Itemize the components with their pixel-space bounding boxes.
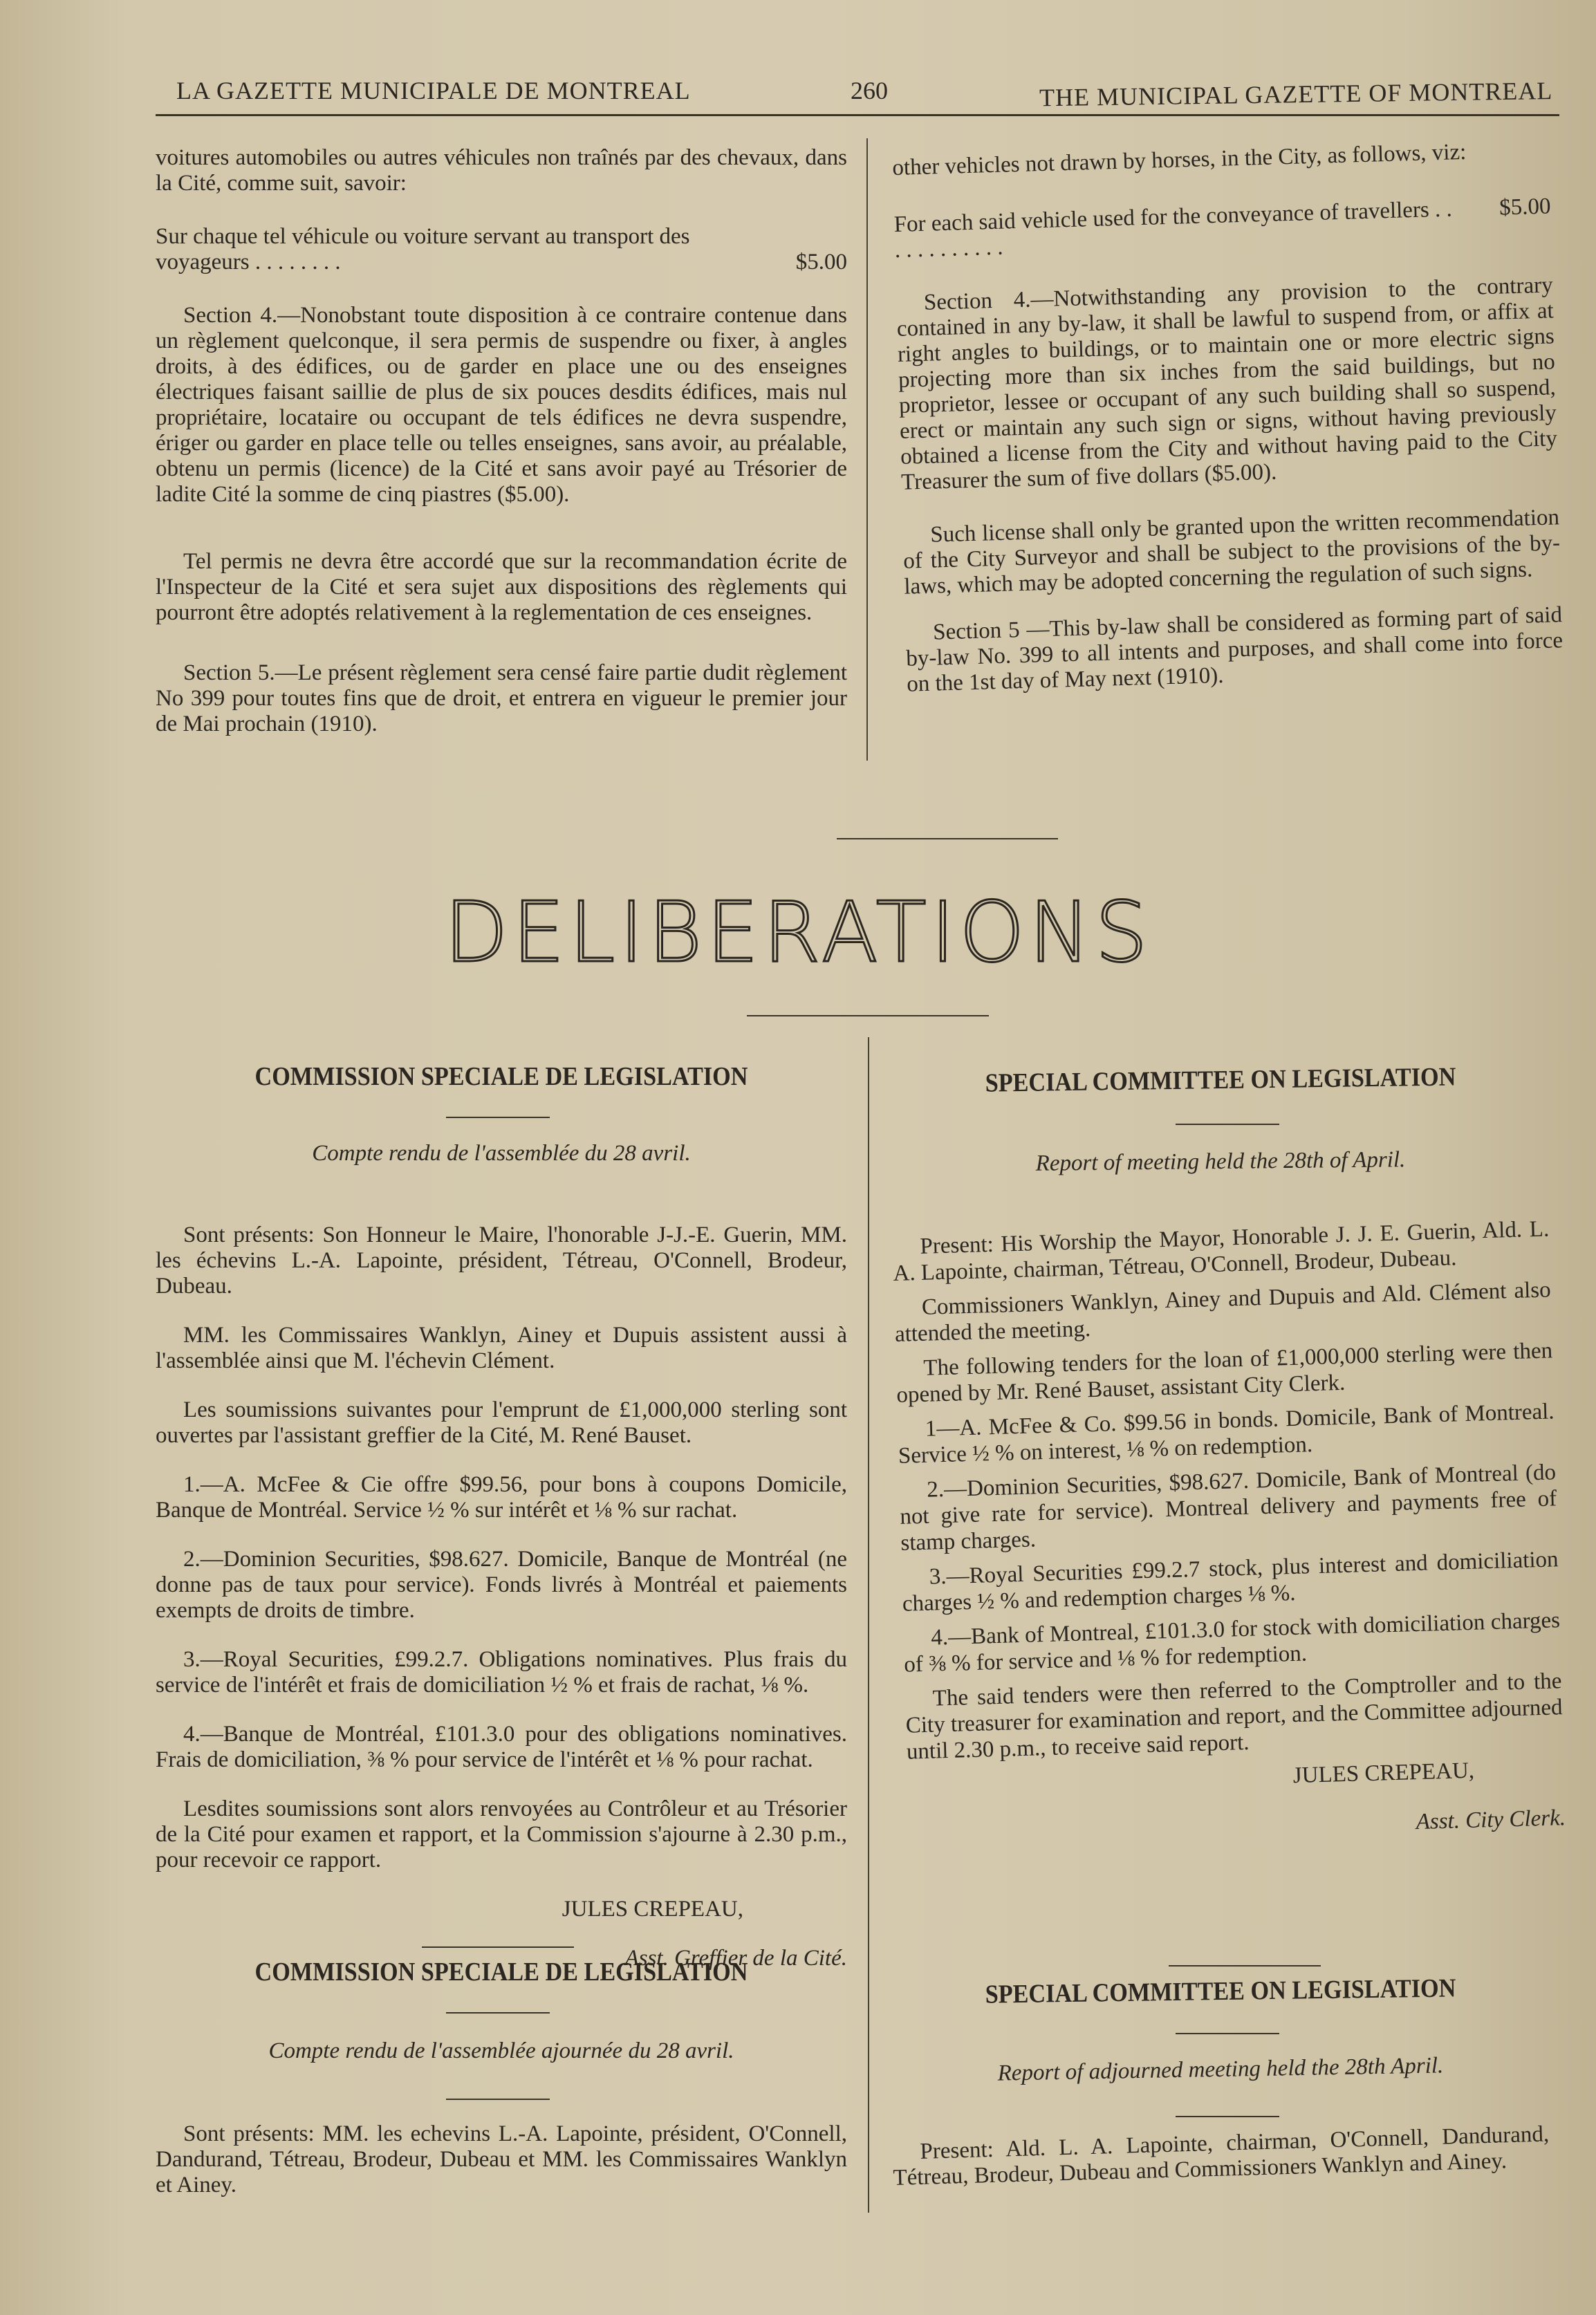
header-left-title: LA GAZETTE MUNICIPALE DE MONTREAL [176,77,691,104]
minutes-fr-2 [156,2121,847,2222]
top-left-intro: voitures automobiles ou autres véhicules non traînés par des chevaux, dans la Cité, comme suit, savoir: [156,145,847,196]
fee-line-fr [156,224,847,275]
rule-fr-2 [446,2012,550,2014]
section-title-en-2: SPECIAL COMMITTEE ON LEGISLATION [985,1973,1456,2009]
para-en1-0: Present: His Worship the Mayor, Honorable J. J. E. Guerin, Ald. L. A. Lapointe, chairman, Tétreau, O'Connell, Brodeur, Dubeau. [893,1216,1550,1286]
para-fr1-6: 4.—Banque de Montréal, £101.3.0 pour des obligations nominatives. Frais de domiciliation, ⅜ % pour service de l'intérêt et ⅛ % pour rachat. [156,1722,847,1772]
rule-below-banner [747,1015,989,1016]
para-en1-2: The following tenders for the loan of £1,000,000 sterling were then opened by Mr. René Bauset, assistant City Clerk. [896,1338,1553,1408]
rule-en-2-bottom [1176,2116,1279,2117]
license-paragraph-en: Such license shall only be granted upon the written recommendation of the City Surveyor and shall be subject to the provisions of the by-laws, which may be adopted concerning the regulation of such signs. [902,505,1561,599]
section-title-fr-1: COMMISSION SPECIALE DE LEGISLATION [254,1062,748,1091]
subtitle-en-2: Report of adjourned meeting held the 28th April. [997,2053,1444,2086]
para-en1-4: 2.—Dominion Securities, $98.627. Domicile, Bank of Montreal (do not give rate for service). Montreal delivery and payments free of stamp charges. [899,1460,1557,1556]
subtitle-fr-1: Compte rendu de l'assemblée du 28 avril. [312,1141,691,1166]
header-rule [156,114,1559,116]
para-fr1-2: Les soumissions suivantes pour l'emprunt de £1,000,000 sterling sont ouvertes par l'assistant greffier de la Cité, M. René Bauset. [156,1397,847,1448]
rule-fr-2-bottom [446,2099,550,2100]
para-fr1-5: 3.—Royal Securities, £99.2.7. Obligations nominatives. Plus frais du service de l'intérêt et frais de domiciliation ½ % et frais de rachat, ⅛ %. [156,1647,847,1698]
rule-fr-1 [446,1117,550,1118]
fee-line-en [893,194,1552,263]
permit-paragraph-fr: Tel permis ne devra être accordé que sur la recommandation écrite de l'Inspecteur de la Cité et sera sujet aux dispositions des règlements qui pourront être adoptés relativement à la reglementation de ces enseignes. [156,549,847,625]
section-4-fr: Section 4.—Nonobstant toute disposition à ce contraire contenue dans un règlement quelconque, il sera permis de suspendre ou fixer, à angles droits, à des édifices, ou de garder en place une ou des enseignes électriques faisant saillie de plus de six pouces desdits édifices, mais nul propriétaire, locataire ou occupant de tels édifices ne devra suspendre, ériger ou garder en place telle ou telles enseignes, sans avoir, au préalable, obtenu un permis (licence) de la Cité et sans avoir payé au Trésorier de ladite Cité la somme de cinq piastres ($5.00). [156,303,847,507]
page-number: 260 [851,77,888,104]
para-fr2-0: Sont présents: MM. les echevins L.-A. Lapointe, président, O'Connell, Dandurand, Tétreau, Brodeur, Dubeau et MM. les Commissaires Wanklyn et Ainey. [156,2121,847,2197]
signature-en-1: JULES CREPEAU, [1292,1758,1475,1789]
top-left-column [156,145,847,761]
top-right-column [892,137,1564,720]
top-right-intro: other vehicles not drawn by horses, in the City, as follows, viz: [892,139,1467,180]
para-fr1-4: 2.—Dominion Securities, $98.627. Domicile, Banque de Montréal (ne donne pas de taux pour service). Fonds livrés à Montréal et paiements exempts de droits de timbre. [156,1547,847,1623]
rule-en-2 [1176,2033,1279,2034]
para-en2-0: Present: Ald. L. A. Lapointe, chairman, O'Connell, Dandurand, Tétreau, Brodeur, Dubeau and Commissioners Wanklyn and Ainey. [893,2121,1550,2191]
minutes-en-1 [892,1216,1566,1872]
minutes-fr-1 [156,1222,847,1995]
rule-above-banner [837,838,1058,839]
header-right-title: THE MUNICIPAL GAZETTE OF MONTREAL [1039,77,1553,112]
top-column-divider [866,138,868,761]
section-5-en: Section 5 —This by-law shall be considered as forming part of said by-law No. 399 to all intents and purposes, and shall come into force on the 1st day of May next (1910). [905,602,1563,697]
para-en1-6: 4.—Bank of Montreal, £101.3.0 for stock with domiciliation charges of ⅜ % for service and ⅛ % for redemption. [903,1608,1561,1677]
fee-amount-fr: $5.00 [795,250,847,275]
para-fr1-1: MM. les Commissaires Wanklyn, Ainey et Dupuis assistent aussi à l'assemblée ainsi que M. l'échevin Clément. [156,1323,847,1373]
signature-title-en-1: Asst. City Clerk. [1416,1805,1566,1835]
para-en1-5: 3.—Royal Securities £99.2.7 stock, plus interest and domiciliation charges ½ % and redemption charges ⅛ %. [902,1547,1559,1617]
subtitle-fr-2: Compte rendu de l'assemblée ajournée du 28 avril. [268,2038,734,2063]
section-5-fr: Section 5.—Le présent règlement sera censé faire partie dudit règlement No 399 pour toutes fins que de droit, et entrera en vigueur le premier jour de Mai prochain (1910). [156,660,847,736]
fee-label-en: For each said vehicle used for the conveyance of travellers . . . . . . . . . . . . [893,196,1453,263]
fee-label-fr: Sur chaque tel véhicule ou voiture servant au transport des voyageurs . . . . . . . . [156,224,690,275]
rule-fr-2-top [422,1946,574,1948]
signature-title-fr-1: Asst. Greffier de la Cité. [624,1946,847,1971]
deliberations-banner: DELIBERATIONS [444,885,1152,981]
section-4-en: Section 4.—Notwithstanding any provision to the contrary contained in any by-law, it shall be lawful to suspend from, or affix at right angles to buildings, or to maintain one or more electric signs projecting more than six inches from the said buildings, but no proprietor, lessee or occupant of any such building shall so suspend, erect or maintain any such sign or signs, without having previously obtained a license from the City and without having paid to the City Treasurer the sum of five dollars ($5.00). [896,272,1558,495]
lower-column-divider [868,1037,869,2213]
section-title-fr-2: COMMISSION SPECIALE DE LEGISLATION [254,1958,748,1987]
para-fr1-0: Sont présents: Son Honneur le Maire, l'honorable J-J.-E. Guerin, MM. les échevins L.-A. Lapointe, président, Tétreau, O'Connell, Brodeur, Dubeau. [156,1222,847,1299]
para-fr1-3: 1.—A. McFee & Cie offre $99.56, pour bons à coupons Domicile, Banque de Montréal. Service ½ % sur intérêt et ⅛ % sur rachat. [156,1472,847,1523]
para-en1-1: Commissioners Wanklyn, Ainey and Dupuis and Ald. Clément also attended the meeting. [894,1277,1552,1347]
fee-amount-en: $5.00 [1498,194,1551,221]
minutes-en-2 [892,2121,1551,2214]
para-fr1-7: Lesdites soumissions sont alors renvoyées au Contrôleur et au Trésorier de la Cité pour examen et rapport, et la Commission s'ajourne à 2.30 p.m., pour recevoir ce rapport. [156,1796,847,1872]
signature-fr-1: JULES CREPEAU, [562,1897,743,1922]
subtitle-en-1: Report of meeting held the 28th of April. [1035,1147,1406,1176]
para-en1-7: The said tenders were then referred to the Comptroller and to the City treasurer for examination and report, and the Committee adjourned until 2.30 p.m., to receive said report. [905,1668,1563,1765]
rule-en-2-top [1169,1965,1321,1967]
page-header [176,76,1552,118]
section-title-en-1: SPECIAL COMMITTEE ON LEGISLATION [985,1062,1456,1098]
para-en1-3: 1—A. McFee & Co. $99.56 in bonds. Domicile, Bank of Montreal. Service ½ % on interest, ⅛ % on redemption. [898,1399,1555,1469]
rule-en-1 [1176,1124,1279,1125]
